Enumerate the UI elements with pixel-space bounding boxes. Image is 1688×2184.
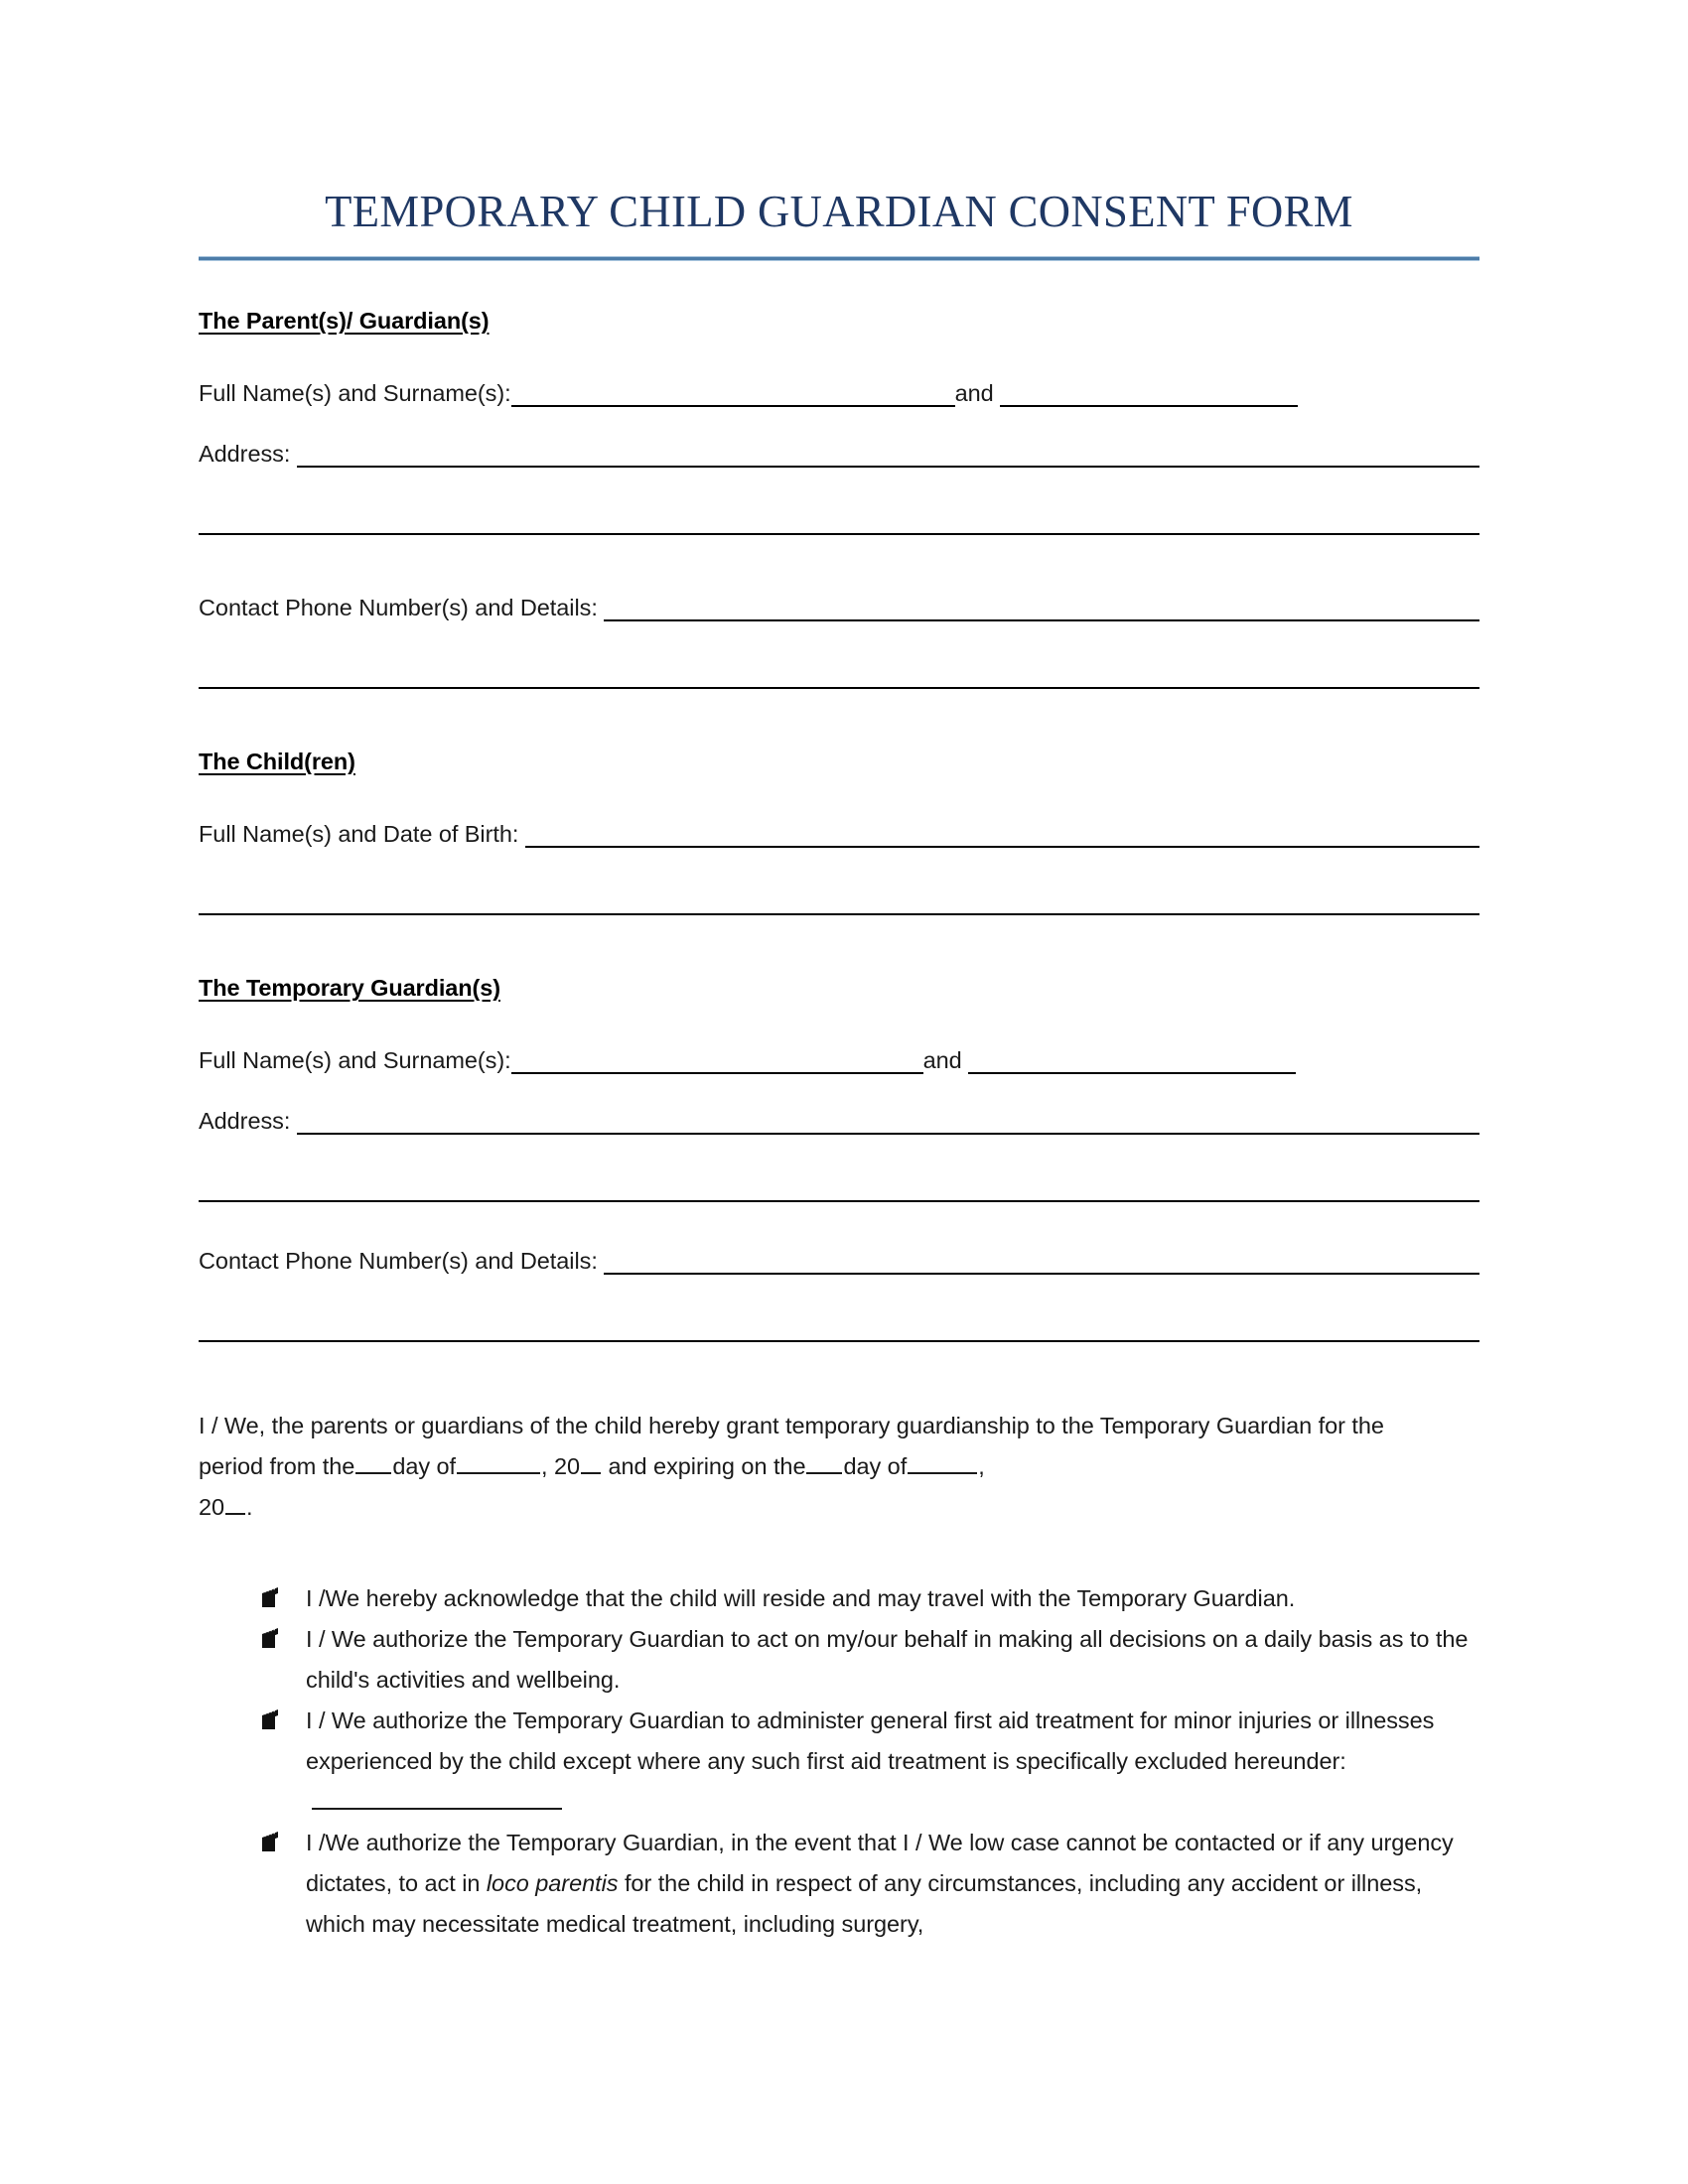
flag-bullet-icon [258,1708,284,1732]
guardian-address-label: Address: [199,1108,297,1134]
title-divider [199,256,1479,261]
parents-and-label: and [954,380,994,406]
list-item [258,1701,1479,1823]
guardian-contact-field-1[interactable] [604,1251,1479,1275]
title-block [199,185,1479,261]
to-day-blank[interactable] [806,1456,842,1474]
guardian-and-label: and [922,1047,962,1073]
consent-text-part1: I / We, the parents or guardians of the child hereby grant temporary guardianship to the Temporary Guardian for the period from the [199,1412,1384,1479]
guardian-contact-label: Contact Phone Number(s) and Details: [199,1248,605,1274]
list-item [258,1578,1479,1619]
list-item-text-after: for the child in respect of any circumstances, including any accident or illness, which may necessitate medical treatment, including surgery, [306,1870,1423,1937]
acknowledgements-list [258,1578,1479,1945]
guardian-address-field-1[interactable] [297,1111,1479,1135]
section-heading-parents: The Parent(s)/ Guardian(s) [199,308,490,334]
flag-bullet-icon [258,1586,284,1610]
guardian-contact-row [199,1248,1479,1275]
list-item-text-before: I /We authorize the Temporary Guardian, in the event that I / We low case cannot be contacted or if any urgency dictates, to act in [306,1830,1454,1896]
from-year-blank[interactable] [581,1456,601,1474]
consent-text-part6: , [978,1452,985,1479]
parents-name-field-1[interactable] [511,383,955,407]
flag-bullet-icon [258,1831,284,1854]
parents-name-field-2[interactable] [1000,383,1298,407]
parents-contact-row [199,595,1479,621]
consent-text-part7: 20 [199,1493,225,1520]
guardian-address-row [199,1108,1479,1135]
parents-full-name-row [199,380,1479,407]
from-month-blank[interactable] [457,1456,540,1474]
list-item [258,1823,1479,1945]
list-item-text: I /We hereby acknowledge that the child will reside and may travel with the Temporary Guardian. [306,1585,1296,1611]
flag-bullet-icon [258,1627,284,1651]
to-year-blank[interactable] [225,1497,245,1515]
guardian-name-field-2[interactable] [968,1050,1296,1074]
consent-text-part3: , 20 [541,1452,581,1479]
child-name-dob-label: Full Name(s) and Date of Birth: [199,821,525,847]
from-day-blank[interactable] [355,1456,391,1474]
child-name-dob-field-1[interactable] [525,824,1479,848]
consent-text-part8: . [246,1493,253,1520]
section-heading-temporary-guardian: The Temporary Guardian(s) [199,975,500,1001]
parents-contact-field-1[interactable] [604,598,1479,621]
consent-text-part4: and expiring on the [608,1452,806,1479]
guardian-full-name-row [199,1047,1479,1074]
parents-address-row [199,441,1479,468]
child-name-dob-row [199,821,1479,848]
form-body [199,308,1479,1945]
list-item [258,1619,1479,1701]
section-heading-children: The Child(ren) [199,749,355,774]
parents-contact-label: Contact Phone Number(s) and Details: [199,595,605,620]
parents-full-name-label: Full Name(s) and Surname(s): [199,380,511,406]
to-month-blank[interactable] [908,1456,977,1474]
guardian-full-name-label: Full Name(s) and Surname(s): [199,1047,511,1073]
latin-phrase: loco parentis [486,1870,619,1896]
parents-address-label: Address: [199,441,297,467]
consent-paragraph [199,1406,1440,1528]
list-item-text: I / We authorize the Temporary Guardian to act on my/our behalf in making all decisions on a daily basis as to the child's activities and wellbeing. [306,1626,1469,1693]
page-title: TEMPORARY CHILD GUARDIAN CONSENT FORM [325,186,1353,236]
list-item-text: I / We authorize the Temporary Guardian to administer general first aid treatment for minor injuries or illnesses experienced by the child except where any such first aid treatment is specifically excluded hereunder: [306,1707,1435,1774]
consent-text-part5: day of [843,1452,908,1479]
guardian-name-field-1[interactable] [511,1050,923,1074]
excluded-treatment-blank[interactable] [312,1790,562,1810]
parents-address-field-1[interactable] [297,444,1479,468]
consent-text-part2: day of [392,1452,457,1479]
